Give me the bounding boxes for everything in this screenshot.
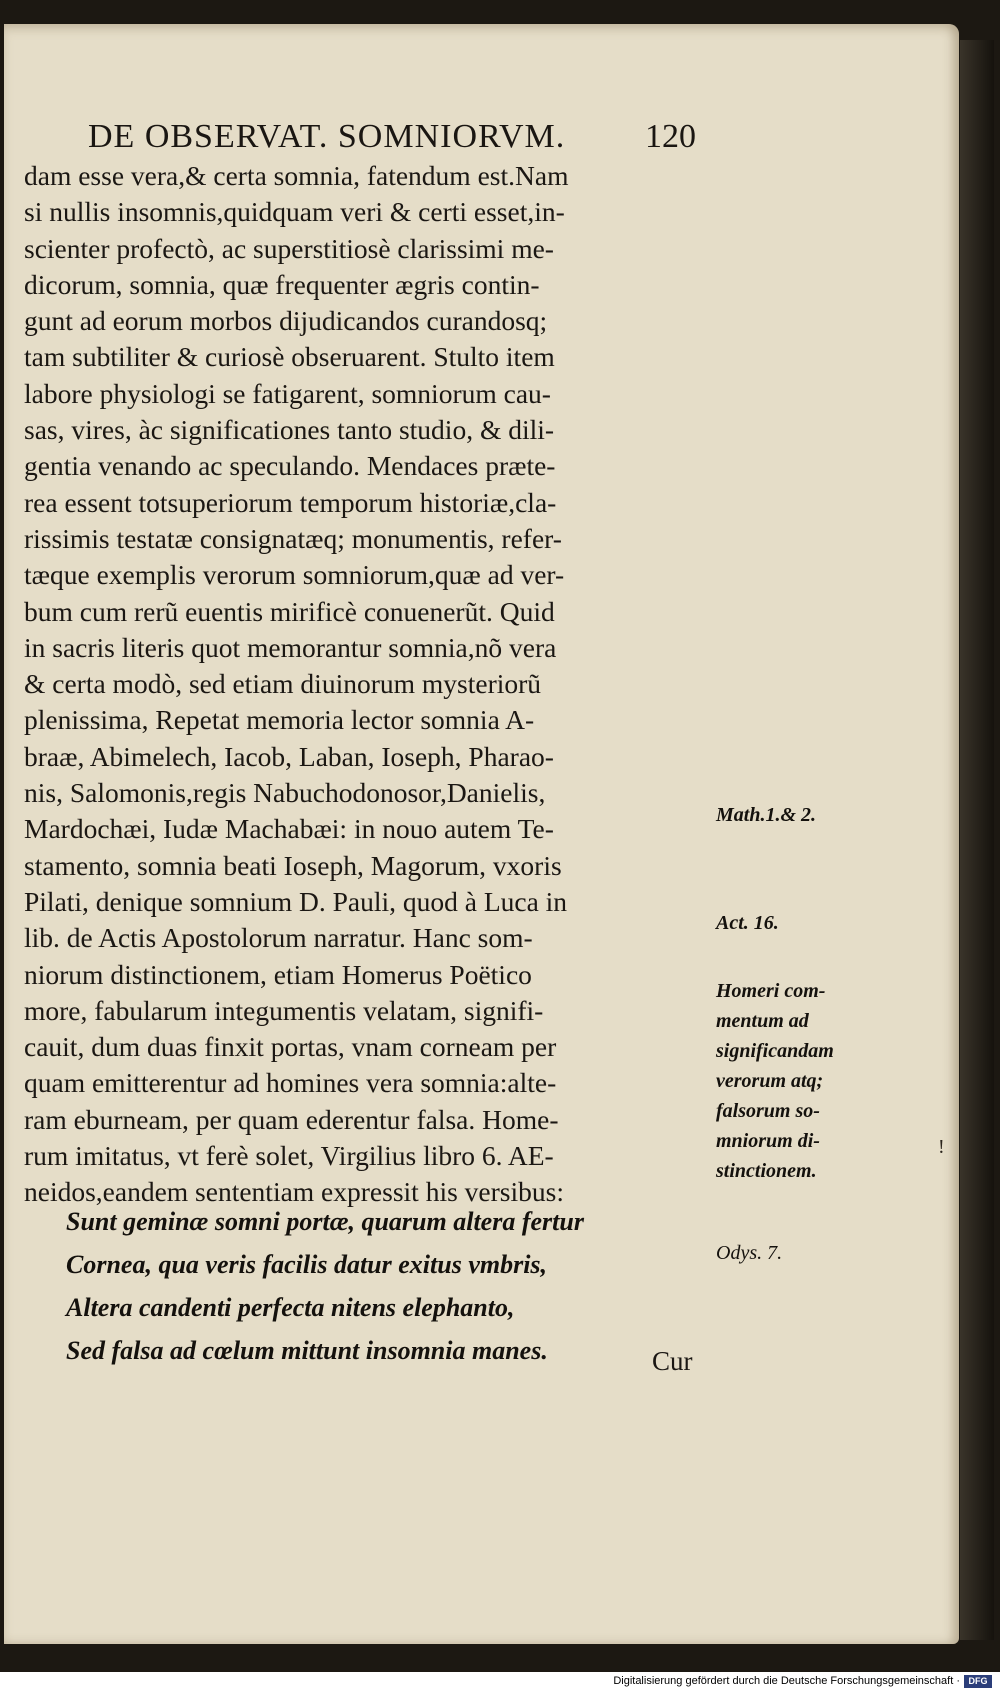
page-number: 120 <box>645 118 696 155</box>
margin-note-line: Act. 16. <box>716 912 779 934</box>
body-line: Pilati, denique somnium D. Pauli, quod à Luca in <box>24 885 568 917</box>
body-line: rea essent totsuperiorum temporum historiæ,cla- <box>24 486 557 518</box>
margin-note-acts <box>716 908 906 938</box>
body-line: sas, vires, àc significationes tanto studio, & dili- <box>24 414 555 446</box>
margin-note-matthew <box>716 800 906 830</box>
margin-note-homer <box>716 976 906 1186</box>
catchword: Cur <box>652 1346 693 1376</box>
body-line: more, fabularum integumentis velatam, signifi- <box>24 994 544 1026</box>
verse-line: Cornea, qua veris facilis datur exitus vmbris, <box>66 1250 548 1279</box>
body-line: gentia venando ac speculando. Mendaces præte- <box>24 450 556 482</box>
verse-line: Sunt geminæ somni portæ, quarum altera fertur <box>66 1207 584 1236</box>
body-line: lib. de Actis Apostolorum narratur. Hanc som- <box>24 922 533 954</box>
running-head: DE OBSERVAT. SOMNIORVM. <box>88 118 566 155</box>
margin-note-line: mentum ad <box>716 1010 809 1032</box>
body-line: dicorum, somnia, quæ frequenter ægris contin- <box>24 268 540 300</box>
body-line: rum imitatus, vt ferè solet, Virgilius libro 6. AE- <box>24 1140 554 1172</box>
margin-note-line: significandam <box>716 1040 834 1062</box>
body-line: rissimis testatæ consignatæq; monumentis, refer- <box>24 522 562 554</box>
footer-credit: Digitalisierung gefördert durch die Deutsche Forschungsgemeinschaft · <box>613 1675 960 1687</box>
body-line: si nullis insomnis,quidquam veri & certi esset,in- <box>24 196 565 228</box>
margin-note-line: verorum atq; <box>716 1070 824 1092</box>
body-line: bum cum rerũ euentis mirificè conuenerũt. Quid <box>24 595 555 627</box>
body-line: niorum distinctionem, etiam Homerus Poëtico <box>24 958 532 990</box>
body-line: gunt ad eorum morbos dijudicandos curandosq; <box>24 305 548 337</box>
body-line: neidos,eandem sententiam expressit his versibus: <box>24 1176 564 1208</box>
body-line: labore physiologi se fatigarent, somniorum cau- <box>24 377 551 409</box>
margin-note-line: Math.1.& 2. <box>716 804 817 826</box>
margin-note-line: Odys. 7. <box>716 1242 783 1264</box>
footer-bar <box>0 1672 1000 1693</box>
body-line: stamento, somnia beati Ioseph, Magorum, vxoris <box>24 849 562 881</box>
body-line: scienter profectò, ac superstitiosè clarissimi me- <box>24 232 554 264</box>
body-line: dam esse vera,& certa somnia, fatendum est.Nam <box>24 160 569 191</box>
body-line: tæque exemplis verorum somniorum,quæ ad ver- <box>24 559 565 591</box>
body-line: & certa modò, sed etiam diuinorum mysteriorũ <box>24 668 542 700</box>
body-line: braæ, Abimelech, Iacob, Laban, Ioseph, Pharao- <box>24 740 554 772</box>
body-line: tam subtiliter & curiosè obseruarent. Stulto item <box>24 341 555 373</box>
margin-note-line: falsorum so- <box>716 1100 820 1122</box>
dfg-logo: DFG <box>964 1675 992 1688</box>
verse-line: Sed falsa ad cœlum mittunt insomnia manes. <box>66 1336 548 1365</box>
page-edge <box>960 40 994 1640</box>
body-line: Mardochæi, Iudæ Machabæi: in nouo autem Te- <box>24 813 554 845</box>
stray-mark: ! <box>938 1136 945 1158</box>
margin-note-odyssey <box>716 1238 906 1268</box>
body-line: plenissima, Repetat memoria lector somnia A- <box>24 704 535 736</box>
margin-note-line: Homeri com- <box>716 980 826 1002</box>
verse-quotation <box>66 1200 716 1372</box>
body-line: quam emitterentur ad homines vera somnia:alte- <box>24 1067 557 1099</box>
body-line: cauit, dum duas finxit portas, vnam corneam per <box>24 1031 557 1063</box>
margin-note-line: mniorum di- <box>716 1130 820 1152</box>
body-line: in sacris literis quot memorantur somnia,nõ vera <box>24 631 557 663</box>
body-text <box>24 158 714 1211</box>
verse-line: Altera candenti perfecta nitens elephanto, <box>66 1293 515 1322</box>
body-line: ram eburneam, per quam ederentur falsa. Home- <box>24 1103 559 1135</box>
margin-note-line: stinctionem. <box>716 1160 817 1182</box>
body-line: nis, Salomonis,regis Nabuchodonosor,Danielis, <box>24 777 546 809</box>
